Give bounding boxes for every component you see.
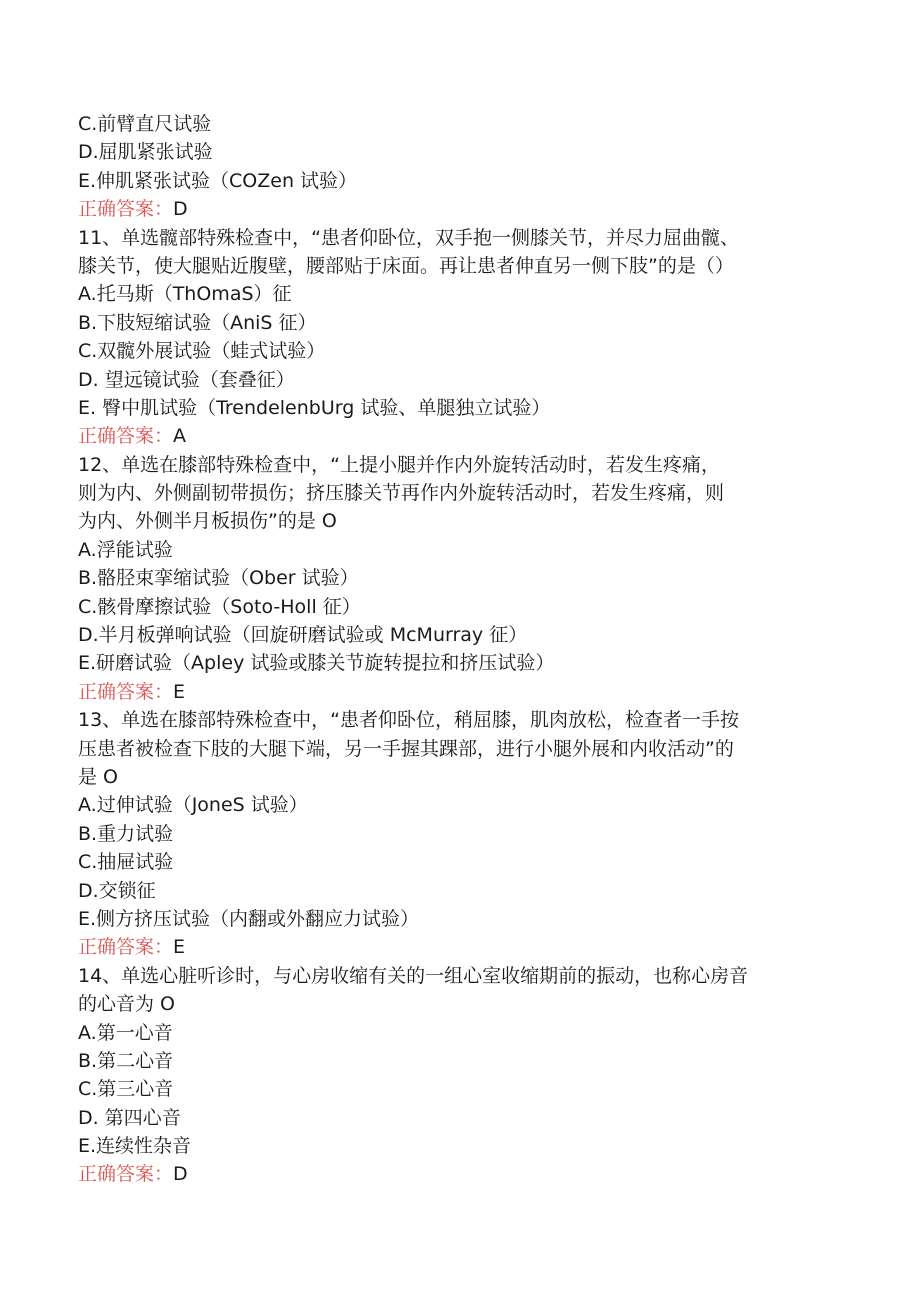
question-stem-line: 是 O bbox=[78, 765, 118, 788]
correct-answer-value: A bbox=[173, 425, 187, 448]
answer-option: B.下肢短缩试验（AniS 征） bbox=[78, 311, 317, 334]
correct-answer-row bbox=[78, 1160, 848, 1188]
question-tail-block bbox=[78, 110, 848, 224]
answer-option: B.第二心音 bbox=[78, 1049, 174, 1072]
answer-option: A.浮能试验 bbox=[78, 538, 173, 561]
question-stem-line: 14、单选心脏听诊时，与心房收缩有关的一组心室收缩期前的振动，也称心房音 bbox=[78, 964, 749, 987]
correct-answer-row bbox=[78, 678, 848, 706]
answer-option: D.半月板弹响试验（回旋研磨试验或 McMurray 征） bbox=[78, 624, 528, 647]
answer-option: E. 臀中肌试验（TrendelenbUrg 试验、单腿独立试验） bbox=[78, 396, 551, 419]
correct-answer-row bbox=[78, 933, 848, 961]
answer-option: E.侧方挤压试验（内翻或外翻应力试验） bbox=[78, 907, 420, 930]
answer-option: C.抽屉试验 bbox=[78, 851, 174, 874]
question-block bbox=[78, 962, 848, 1189]
correct-answer-value: D bbox=[173, 198, 188, 221]
answer-option: A.过伸试验（JoneS 试验） bbox=[78, 794, 308, 817]
question-stem-line: 11、单选髋部特殊检查中，“患者仰卧位，双手抱一侧膝关节，并尽力屈曲髋、 bbox=[78, 226, 740, 249]
question-block bbox=[78, 706, 848, 962]
question-block bbox=[78, 224, 848, 451]
correct-answer-row bbox=[78, 422, 848, 450]
correct-answer-label: 正确答案： bbox=[78, 680, 174, 703]
correct-answer-value: E bbox=[173, 936, 186, 959]
answer-option: C.前臂直尺试验 bbox=[78, 113, 212, 135]
question-stem-line: 为内、外侧半月板损伤”的是 O bbox=[78, 510, 337, 533]
answer-option: C.骸骨摩擦试验（Soto-Holl 征） bbox=[78, 595, 361, 618]
answer-option: E.研磨试验（Apley 试验或膝关节旋转提拉和挤压试验） bbox=[78, 652, 555, 675]
correct-answer-label: 正确答案： bbox=[78, 936, 174, 959]
answer-option: D. 望远镜试验（套叠征） bbox=[78, 368, 295, 391]
question-stem-line: 12、单选在膝部特殊检查中，“上提小腿并作内外旋转活动时，若发生疼痛， bbox=[78, 453, 721, 476]
answer-option: C.第三心音 bbox=[78, 1078, 174, 1101]
answer-option: D.交锁征 bbox=[78, 879, 156, 902]
answer-option: A.托马斯（ThOmaS）征 bbox=[78, 283, 292, 306]
question-list bbox=[78, 110, 848, 1189]
correct-answer-label: 正确答案： bbox=[78, 425, 174, 448]
question-stem-line: 则为内、外侧副韧带损伤；挤压膝关节再作内外旋转活动时，若发生疼痛，则 bbox=[78, 482, 725, 505]
correct-answer-label: 正确答案： bbox=[78, 198, 174, 221]
correct-answer-row bbox=[78, 195, 848, 223]
correct-answer-value: E bbox=[173, 680, 186, 703]
question-stem-line: 13、单选在膝部特殊检查中，“患者仰卧位，稍屈膝，肌肉放松，检查者一手按 bbox=[78, 709, 740, 732]
question-stem-line: 压患者被检查下肢的大腿下端，另一手握其踝部，进行小腿外展和内收活动”的 bbox=[78, 737, 734, 760]
answer-option: D.屈肌紧张试验 bbox=[78, 141, 213, 164]
answer-option: A.第一心音 bbox=[78, 1021, 173, 1044]
answer-option: E.伸肌紧张试验（COZen 试验） bbox=[78, 169, 358, 192]
question-block bbox=[78, 451, 848, 707]
answer-option: B.骼胫束挛缩试验（Ober 试验） bbox=[78, 567, 359, 590]
answer-option: C.双髋外展试验（蛙式试验） bbox=[78, 340, 326, 363]
question-stem-line: 膝关节，使大腿贴近腹壁，腰部贴于床面。再让患者伸直另一侧下肢”的是（） bbox=[78, 254, 734, 277]
correct-answer-value: D bbox=[173, 1163, 188, 1186]
answer-option: E.连续性杂音 bbox=[78, 1135, 192, 1158]
correct-answer-label: 正确答案： bbox=[78, 1163, 174, 1186]
answer-option: D. 第四心音 bbox=[78, 1106, 181, 1129]
answer-option: B.重力试验 bbox=[78, 822, 174, 845]
question-stem-line: 的心音为 O bbox=[78, 993, 175, 1016]
